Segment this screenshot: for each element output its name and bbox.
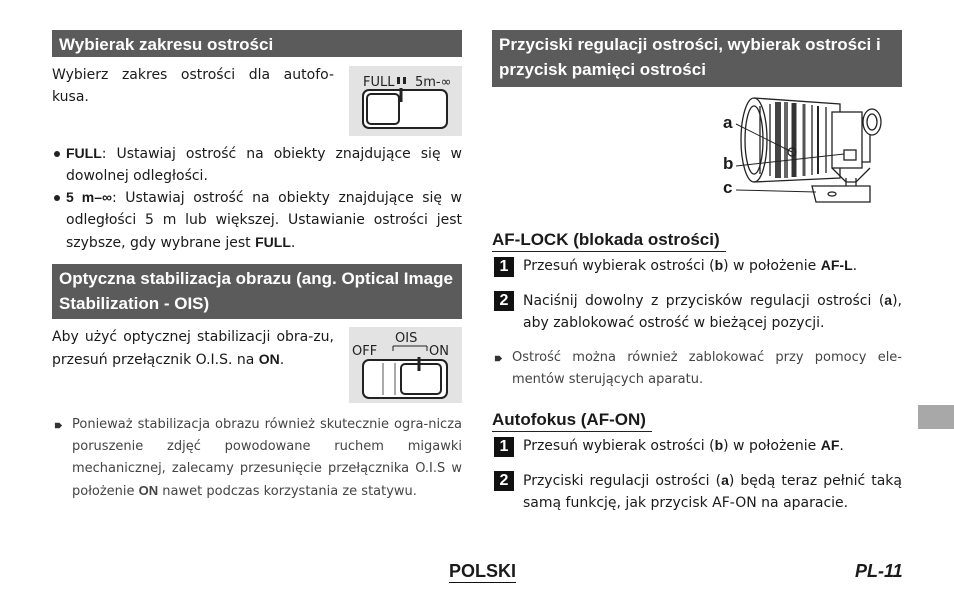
bullet-dot bbox=[54, 195, 60, 201]
figure-label-on: ON bbox=[429, 344, 449, 359]
focus-buttons-heading bbox=[492, 30, 902, 87]
step-number: 2 bbox=[494, 471, 514, 491]
term-afl: AF-L bbox=[820, 257, 853, 273]
lens-figure bbox=[720, 90, 910, 215]
heading-text: Optyczna stabilizacja obrazu (ang. Optical Image Stabilization - OIS) bbox=[59, 269, 453, 313]
step-text: ) w położenie bbox=[723, 438, 821, 454]
note-icon bbox=[494, 354, 503, 363]
step-text: Naciśnij dowolny z przycisków regulacji ostrości ( bbox=[523, 293, 885, 309]
ois-switch-figure bbox=[349, 327, 462, 403]
step-end: . bbox=[852, 258, 858, 274]
figure-label-full: FULL bbox=[363, 75, 395, 90]
term-full: FULL bbox=[66, 145, 102, 161]
bullet-full bbox=[66, 142, 462, 187]
note-icon bbox=[54, 421, 63, 430]
ois-intro bbox=[52, 326, 334, 371]
step-number: 1 bbox=[494, 437, 514, 457]
bullet-text: : Ustawiaj ostrość na obiekty znajdujące się w odległości 5 m lub większej. Ustawianie ostrości jest szybsze, gdy wybrane jest bbox=[66, 190, 463, 251]
bullet-text: : Ustawiaj ostrość na obiekty znajdujące się w dowolnej odległości. bbox=[66, 146, 462, 184]
bullet-dot bbox=[54, 151, 60, 157]
step-text: Przesuń wybierak ostrości ( bbox=[523, 438, 715, 454]
aflock-note: Ostrość można również zablokować przy pomocy ele-mentów sterujących aparatu. bbox=[512, 350, 902, 387]
term-on: ON bbox=[258, 351, 280, 367]
step-number: 1 bbox=[494, 257, 514, 277]
side-section-tab bbox=[918, 405, 954, 429]
ois-note-text: Ponieważ stabilizacja obrazu również skutecznie ogra-nicza poruszenie zdjęć powodowane ruchem migawki mechanicznej, zalecamy przesunięcie przełącznika O.I.S w położenie bbox=[72, 417, 462, 499]
term-af: AF bbox=[820, 437, 840, 453]
footer-language: POLSKI bbox=[449, 561, 517, 581]
afon-title: Autofokus (AF-ON) bbox=[492, 409, 652, 432]
aflock-title: AF-LOCK (blokada ostrości) bbox=[492, 229, 726, 252]
focus-range-heading bbox=[52, 30, 462, 57]
step-text: Przyciski regulacji ostrości ( bbox=[523, 473, 722, 489]
focus-range-intro: Wybierz zakres ostrości dla autofo-kusa. bbox=[52, 67, 334, 105]
step-end: ), aby zablokować ostrość w bieżącej pozycji. bbox=[523, 293, 902, 331]
step-number: 2 bbox=[494, 291, 514, 311]
step-end: ) będą teraz pełnić taką samą funkcję, jak przycisk AF-ON na aparacie. bbox=[523, 473, 902, 511]
key-a: a bbox=[721, 472, 729, 488]
step-text: ) w położenie bbox=[723, 258, 821, 274]
bullet-5m bbox=[66, 186, 462, 254]
heading-text: Przyciski regulacji ostrości, wybierak ostrości i przycisk pamięci ostrości bbox=[499, 35, 881, 79]
key-b: b bbox=[714, 257, 724, 273]
aflock-step-1 bbox=[523, 254, 903, 277]
figure-label-c: c bbox=[723, 178, 733, 197]
figure-label-range: 5m-∞ bbox=[415, 75, 452, 90]
ois-note bbox=[72, 414, 462, 503]
step-end: . bbox=[839, 438, 844, 454]
key-a: a bbox=[884, 292, 893, 308]
page-number: PL-11 bbox=[855, 561, 903, 581]
aflock-step-2 bbox=[523, 289, 902, 334]
term-5m: 5 m–∞ bbox=[66, 189, 112, 205]
figure-label-off: OFF bbox=[352, 344, 378, 359]
term-on: ON bbox=[138, 483, 159, 498]
step-text: Przesuń wybierak ostrości ( bbox=[523, 258, 715, 274]
heading-text: Wybierak zakresu ostrości bbox=[59, 35, 274, 54]
afon-step-1 bbox=[523, 434, 903, 457]
focus-range-switch-figure bbox=[349, 66, 462, 136]
ois-note-end: nawet podczas korzystania ze statywu. bbox=[158, 484, 417, 499]
term-full: FULL bbox=[255, 234, 291, 250]
afon-step-2 bbox=[523, 469, 902, 514]
figure-label-a: a bbox=[723, 113, 733, 132]
ois-intro-end: . bbox=[279, 352, 285, 368]
key-b: b bbox=[714, 437, 724, 453]
figure-label-b: b bbox=[723, 154, 734, 173]
bullet-end: . bbox=[290, 235, 296, 251]
ois-heading bbox=[52, 264, 462, 319]
figure-label-ois: OIS bbox=[395, 331, 418, 346]
ois-intro-text: Aby użyć optycznej stabilizacji obra-zu, przesuń przełącznik O.I.S. na bbox=[52, 329, 334, 368]
